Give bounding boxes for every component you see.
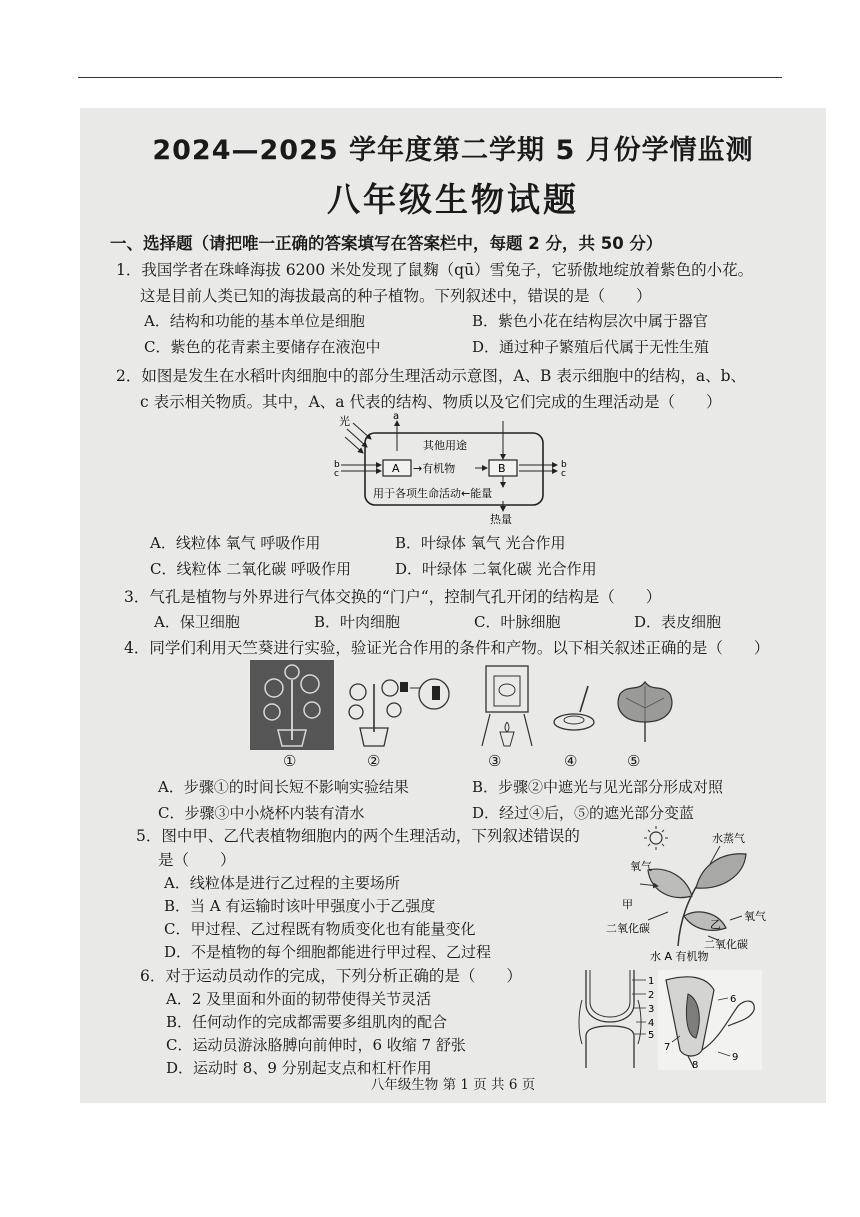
q4-step1-dark-plant	[250, 660, 334, 750]
q4-step-label-1: ①	[283, 752, 297, 770]
q5-option-d[interactable]: D．不是植物的每个细胞都能进行甲过程、乙过程	[164, 943, 492, 961]
q6-option-c[interactable]: C．运动员游泳胳膊向前伸时，6 收缩 7 舒张	[166, 1036, 466, 1054]
q4-option-c[interactable]: C．步骤③中小烧杯内装有清水	[158, 804, 365, 822]
q5-label-vapor: 水蒸气	[712, 832, 745, 845]
q3-option-b[interactable]: B．叶肉细胞	[314, 613, 401, 631]
q2-option-d[interactable]: D．叶绿体 二氧化碳 光合作用	[395, 560, 597, 578]
q1-stem-line1: 1．我国学者在珠峰海拔 6200 米处发现了鼠麴（qū）雪兔子，它骄傲地绽放着紫色的小花。	[116, 261, 754, 279]
q4-option-d[interactable]: D．经过④后，⑤的遮光部分变蓝	[472, 804, 695, 822]
q2-stem-line1: 2．如图是发生在水稻叶肉细胞中的部分生理活动示意图，A、B 表示细胞中的结构，a、b、	[116, 367, 747, 385]
q5-label-co2-right: 二氧化碳	[704, 938, 748, 951]
q2-label-heat: 热量	[490, 513, 512, 526]
q4-option-a[interactable]: A．步骤①的时间长短不影响实验结果	[158, 778, 409, 796]
q1-stem-line2: 这是目前人类已知的海拔最高的种子植物。下列叙述中，错误的是（ ）	[140, 287, 652, 305]
q5-label-jia: 甲	[622, 898, 633, 911]
q3-stem: 3．气孔是植物与外界进行气体交换的“门户“，控制气孔开闭的结构是（ ）	[124, 588, 662, 606]
q6-label-5: 5	[648, 1030, 655, 1041]
q3-option-a[interactable]: A．保卫细胞	[154, 613, 240, 631]
q5-label-co2-left: 二氧化碳	[606, 922, 650, 935]
q3-option-d[interactable]: D．表皮细胞	[634, 613, 722, 631]
q2-label-organic: →有机物	[413, 462, 456, 475]
q4-step3-water-bath	[478, 662, 536, 752]
q4-step5-leaf	[612, 678, 678, 746]
top-rule	[78, 77, 782, 78]
exam-page	[80, 108, 826, 1103]
q5-label-oxygen-left: 氧气	[630, 860, 652, 873]
q6-label-7: 7	[664, 1042, 671, 1053]
q4-step-label-4: ④	[564, 752, 578, 770]
q6-arm-diagram	[658, 970, 762, 1070]
q1-option-a[interactable]: A．结构和功能的基本单位是细胞	[144, 312, 365, 330]
q3-option-c[interactable]: C．叶脉细胞	[474, 613, 561, 631]
q2-label-b-right: b	[561, 460, 567, 470]
q1-option-d[interactable]: D．通过种子繁殖后代属于无性生殖	[472, 338, 710, 356]
q5-option-c[interactable]: C．甲过程、乙过程既有物质变化也有能量变化	[164, 920, 476, 938]
q5-leaf-diagram	[600, 824, 770, 964]
q4-step-label-2: ②	[367, 752, 381, 770]
q1-option-b[interactable]: B．紫色小花在结构层次中属于器官	[472, 312, 709, 330]
exam-title: 2024—2025 学年度第二学期 5 月份学情监测	[152, 135, 754, 166]
q4-step2-shaded-leaf	[338, 666, 450, 750]
section-heading: 一、选择题（请把唯一正确的答案填写在答案栏中，每题 2 分，共 50 分）	[110, 234, 663, 253]
q6-label-2: 2	[648, 990, 655, 1001]
q2-label-c-left: c	[334, 469, 339, 479]
q2-box-b: B	[498, 462, 506, 475]
q2-label-life-activity: 用于各项生命活动←能量	[373, 487, 493, 500]
q4-stem: 4．同学们利用天竺葵进行实验，验证光合作用的条件和产物。以下相关叙述正确的是（ ）	[124, 639, 770, 657]
q6-joint-diagram	[576, 970, 660, 1070]
q2-cell-diagram	[335, 413, 575, 525]
q5-stem-line2: 是（ ）	[158, 851, 236, 869]
q6-stem: 6．对于运动员动作的完成，下列分析正确的是（ ）	[140, 967, 522, 985]
q2-label-other-use: 其他用途	[423, 439, 467, 452]
q4-step-label-5: ⑤	[627, 752, 641, 770]
q2-label-a: a	[393, 411, 400, 422]
exam-subtitle: 八年级生物试题	[327, 180, 579, 219]
q6-label-6: 6	[730, 994, 737, 1005]
q5-option-b[interactable]: B．当 A 有运输时该叶甲强度小于乙强度	[164, 897, 436, 915]
q5-option-a[interactable]: A．线粒体是进行乙过程的主要场所	[164, 874, 400, 892]
q2-label-light: 光	[339, 415, 350, 428]
q6-label-8: 8	[692, 1060, 699, 1071]
q2-option-b[interactable]: B．叶绿体 氧气 光合作用	[395, 534, 566, 552]
q6-label-4: 4	[648, 1018, 655, 1029]
q6-option-b[interactable]: B．任何动作的完成都需要多组肌肉的配合	[166, 1013, 448, 1031]
q2-label-b-left: b	[334, 460, 340, 470]
q5-stem-line1: 5．图中甲、乙代表植物细胞内的两个生理活动，下列叙述错误的	[136, 827, 580, 845]
q2-option-c[interactable]: C．线粒体 二氧化碳 呼吸作用	[150, 560, 352, 578]
q4-step4-iodine-dish	[550, 682, 604, 738]
page-footer: 八年级生物 第 1 页 共 6 页	[370, 1077, 536, 1093]
q6-label-9: 9	[732, 1052, 739, 1063]
q4-step-label-3: ③	[488, 752, 502, 770]
q4-option-b[interactable]: B．步骤②中遮光与见光部分形成对照	[472, 778, 724, 796]
q2-stem-line2: c 表示相关物质。其中，A、a 代表的结构、物质以及它们完成的生理活动是（ ）	[140, 393, 722, 411]
q2-box-a: A	[392, 462, 400, 475]
q2-label-c-right: c	[561, 469, 566, 479]
q2-option-a[interactable]: A．线粒体 氧气 呼吸作用	[150, 534, 321, 552]
q5-label-water-organic: 水 A 有机物	[650, 950, 709, 963]
q6-option-a[interactable]: A．2 及里面和外面的韧带使得关节灵活	[166, 990, 432, 1008]
q5-label-oxygen-right: 氧气	[744, 910, 766, 923]
q6-option-d[interactable]: D．运动时 8、9 分别起支点和杠杆作用	[166, 1059, 432, 1077]
q1-option-c[interactable]: C．紫色的花青素主要储存在液泡中	[144, 338, 381, 356]
q6-label-3: 3	[648, 1004, 655, 1015]
q5-label-yi: 乙	[710, 918, 721, 931]
q6-label-1: 1	[648, 976, 655, 987]
